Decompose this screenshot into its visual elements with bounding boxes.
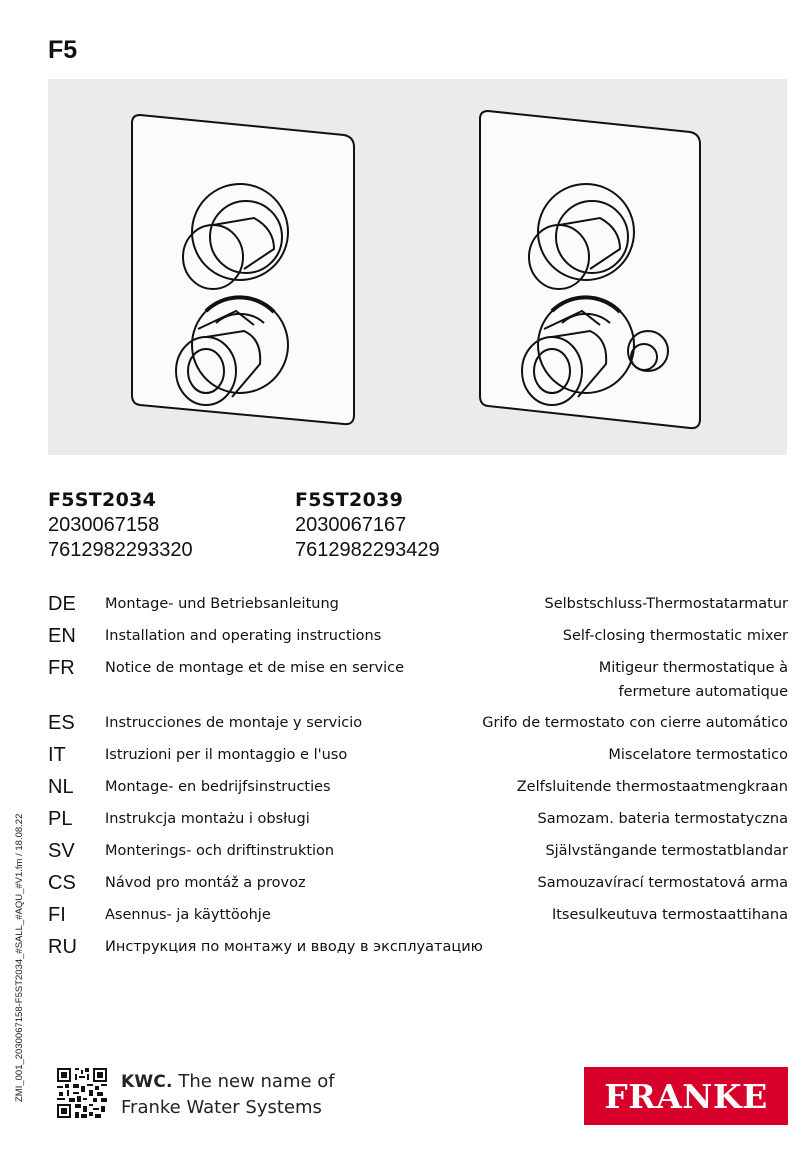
product-block-1 xyxy=(48,488,193,563)
language-code: SV xyxy=(48,840,75,862)
product-ean: 7612982293320 xyxy=(48,539,193,561)
kwc-tagline-line1: The new name of xyxy=(172,1071,335,1092)
document-type: Monterings- och driftinstruktion xyxy=(105,843,335,859)
product-description: Selbstschluss-Thermostatarmatur xyxy=(544,596,788,612)
qr-code-icon xyxy=(57,1068,107,1118)
language-row xyxy=(48,743,788,775)
product-illustration xyxy=(48,79,787,455)
language-code: CS xyxy=(48,872,76,894)
language-row xyxy=(48,807,788,839)
language-row xyxy=(48,871,788,903)
document-type: Instrukcja montażu i obsługi xyxy=(105,811,310,827)
thermostat-drawing xyxy=(48,79,787,455)
product-description: Zelfsluitende thermostaatmengkraan xyxy=(516,779,788,795)
document-type: Asennus- ja käyttöohje xyxy=(105,907,271,923)
language-row xyxy=(48,711,788,743)
document-type: Instrucciones de montaje y servicio xyxy=(105,715,363,731)
language-code: ES xyxy=(48,712,75,734)
language-row xyxy=(48,592,788,624)
product-description: Miscelatore termostatico xyxy=(608,747,788,763)
language-code: RU xyxy=(48,936,77,958)
franke-logo xyxy=(584,1067,788,1125)
document-type: Notice de montage et de mise en service xyxy=(105,660,405,676)
kwc-tagline xyxy=(121,1069,335,1120)
product-article-number: 2030067158 xyxy=(48,514,160,536)
language-list xyxy=(48,592,788,967)
kwc-brand: KWC. xyxy=(121,1072,173,1092)
language-row xyxy=(48,656,788,711)
series-title: F5 xyxy=(48,36,78,64)
product-description: Självstängande termostatblandar xyxy=(545,843,788,859)
language-code: IT xyxy=(48,744,66,766)
document-type: Istruzioni per il montaggio e l'uso xyxy=(105,747,348,763)
language-row xyxy=(48,935,788,967)
product-description: Samozam. bateria termostatyczna xyxy=(537,811,788,827)
product-description: Samouzavírací termostatová arma xyxy=(537,875,788,891)
franke-logo-text: FRANKE xyxy=(604,1076,768,1116)
product-sku: F5ST2039 xyxy=(295,489,404,511)
language-code: PL xyxy=(48,808,73,830)
product-description: Grifo de termostato con cierre automático xyxy=(482,715,788,731)
document-code: ZMI_001_2030067158-F5ST2034_#SALL_#AQU_#V1.fm / 18.08.22 xyxy=(14,813,25,1102)
document-type: Инструкция по монтажу и вводу в эксплуатацию xyxy=(105,939,483,955)
kwc-tagline-line2: Franke Water Systems xyxy=(121,1097,322,1118)
language-row xyxy=(48,624,788,656)
product-block-2 xyxy=(295,488,440,563)
product-description: Itsesulkeutuva termostaattihana xyxy=(551,907,788,923)
document-type: Montage- en bedrijfsinstructies xyxy=(105,779,331,795)
language-code: NL xyxy=(48,776,74,798)
language-row xyxy=(48,839,788,871)
document-type: Montage- und Betriebsanleitung xyxy=(105,596,339,612)
product-description: Mitigeur thermostatique à fermeture automatique xyxy=(598,660,788,700)
language-code: FI xyxy=(48,904,66,926)
product-ean: 7612982293429 xyxy=(295,539,440,561)
language-code: DE xyxy=(48,593,76,615)
language-code: FR xyxy=(48,657,75,679)
product-sku: F5ST2034 xyxy=(48,489,157,511)
document-type: Installation and operating instructions xyxy=(105,628,382,644)
language-code: EN xyxy=(48,625,76,647)
document-type: Návod pro montáž a provoz xyxy=(105,875,306,891)
product-article-number: 2030067167 xyxy=(295,514,407,536)
language-row xyxy=(48,775,788,807)
product-description: Self-closing thermostatic mixer xyxy=(562,628,788,644)
language-row xyxy=(48,903,788,935)
